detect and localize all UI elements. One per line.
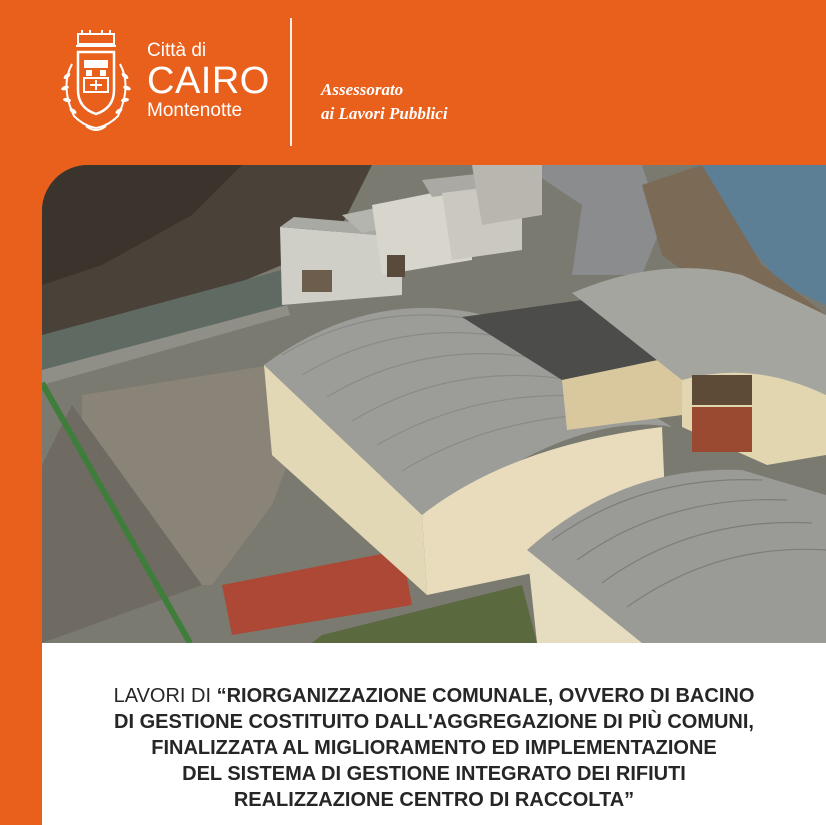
project-title [42, 683, 826, 813]
caption-line-1-text: “RIORGANIZZAZIONE COMUNALE, OVVERO DI BACINO [216, 685, 755, 707]
city-line-3: Montenotte [147, 100, 243, 121]
dept-line-1: Assessorato [321, 80, 404, 99]
aerial-photo [42, 165, 826, 643]
department-name [321, 78, 448, 126]
caption-line-5: REALIZZAZIONE CENTRO DI RACCOLTA” [233, 789, 635, 811]
header-divider [290, 18, 292, 146]
caption-line-1 [42, 683, 826, 709]
caption-line-4: DEL SISTEMA DI GESTIONE INTEGRATO DEI RIFIUTI [182, 763, 686, 785]
city-name [147, 40, 270, 122]
project-caption [42, 643, 826, 825]
caption-line-2: DI GESTIONE COSTITUITO DALL'AGGREGAZIONE DI PIÙ COMUNI, [114, 711, 754, 733]
city-line-1: Città di [147, 40, 207, 61]
caption-prefix: LAVORI DI [113, 685, 217, 707]
city-line-2: CAIRO [147, 60, 270, 102]
aerial-photo-illustration [42, 165, 826, 643]
city-crest-icon [56, 30, 136, 134]
dept-line-2: ai Lavori Pubblici [321, 104, 448, 123]
caption-line-3: FINALIZZATA AL MIGLIORAMENTO ED IMPLEMENTAZIONE [151, 737, 717, 759]
header-banner [0, 0, 826, 165]
